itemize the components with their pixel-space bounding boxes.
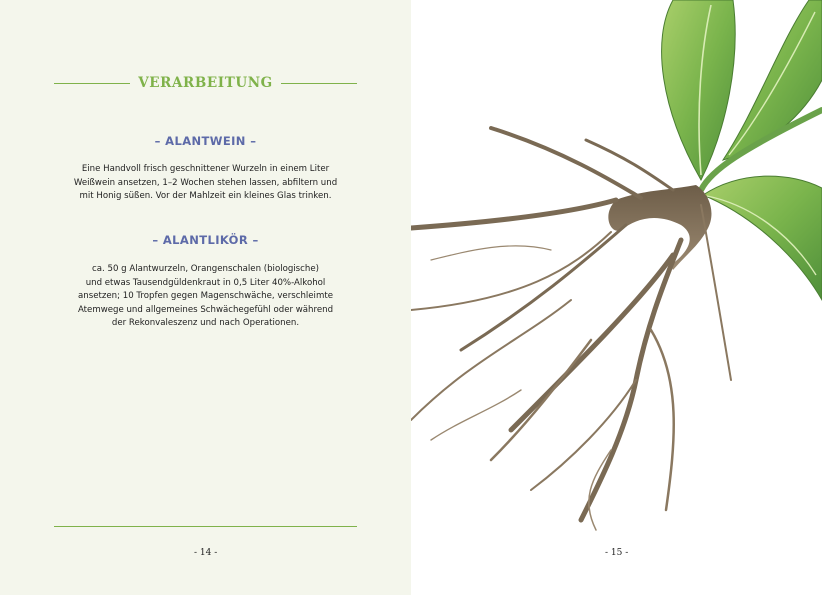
root-group (411, 128, 731, 530)
recipe-title-alantlikoer: – ALANTLIKÖR – (152, 233, 259, 247)
right-page (411, 0, 822, 595)
recipe-title-alantwein: – ALANTWEIN – (154, 134, 257, 148)
page-number-left: - 14 - (194, 548, 218, 558)
header-rule-left (54, 83, 130, 84)
recipe-text-alantlikoer: ca. 50 g Alantwurzeln, Orangenschalen (biologische) und etwas Tausendgüldenkraut in 0,5 Liter 40%-Alkohol ansetzen; 10 Tropfen gegen Magenschwäche, verschleimte Atemwege und allgemeines Schwächegefühl oder während der Rekonvaleszenz und nach Operationen. (77, 264, 334, 328)
page-number-right: - 15 - (605, 548, 629, 558)
section-title: VERARBEITUNG (138, 75, 273, 91)
bottom-rule (54, 526, 357, 527)
section-header (54, 72, 357, 94)
header-rule-right (281, 83, 357, 84)
recipe-text-alantwein: Eine Handvoll frisch geschnittener Wurzeln in einem Liter Weißwein ansetzen, 1–2 Wochen stehen lassen, abfiltern und mit Honig süßen. Vor der Mahlzeit ein kleines Glas trinken. (73, 164, 338, 201)
elecampane-root-illustration (411, 0, 822, 595)
